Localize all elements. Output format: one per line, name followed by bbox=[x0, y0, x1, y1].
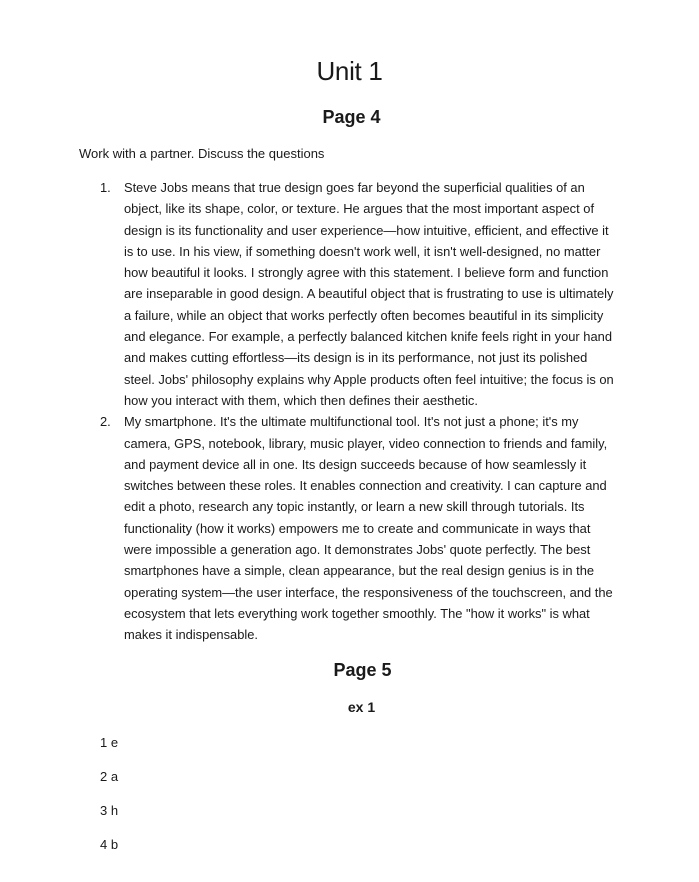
page-4-heading: Page 4 bbox=[322, 107, 381, 127]
question-answer-text: My smartphone. It's the ultimate multifunctional tool. It's not just a phone; it's my camera, GPS, notebook, library, music player, video connection to friends and family, and payment device all in one. Its design succeeds because of how seamlessly it switches between these roles. It enables connection and creativity. I can capture and edit a photo, research any topic instantly, or learn a new skill through tutorials. Its functionality (how it works) empowers me to create and communicate in ways that were impossible a generation ago. It demonstrates Jobs' quote perfectly. The best smartphones have a simple, clean appearance, but the real design genius is in the operating system—the user interface, the responsiveness of the touchscreen, and the ecosystem that lets everything work together smoothly. The "how it works" is what makes it indispensable. bbox=[124, 414, 613, 643]
question-number: 2. bbox=[100, 414, 111, 430]
intro-instruction: Work with a partner. Discuss the questions bbox=[79, 146, 325, 161]
question-number: 1. bbox=[100, 180, 111, 195]
answer-item: 3 h bbox=[100, 803, 119, 818]
question-answer-text: Steve Jobs means that true design goes far beyond the superficial qualities of an object, like its shape, color, or texture. He argues that the most important aspect of design is its functionality and user experience—how intuitive, efficient, and effective it is to use. In his view, if something doesn't work well, it isn't well-designed, no matter how beautiful it looks. I strongly agree with this statement. I believe form and function are inseparable in good design. A beautiful object that is frustrating to use is ultimately a failure, while an object that works perfectly often becomes beautiful in its simplicity and elegance. For example, a perfectly balanced kitchen knife feels right in your hand and makes cutting effortless—its design is in its performance, not just its polished steel. Jobs' philosophy explains why Apple products often feel intuitive; the focus is on how you interact with them, which then defines their aesthetic. bbox=[124, 180, 614, 408]
question-item-1 bbox=[100, 177, 620, 411]
answer-list bbox=[100, 733, 118, 869]
answer-item: 2 a bbox=[100, 769, 119, 784]
question-list bbox=[100, 177, 620, 646]
page-5-heading: Page 5 bbox=[333, 660, 392, 680]
answer-item: 4 b bbox=[100, 837, 119, 852]
exercise-heading: ex 1 bbox=[347, 699, 376, 715]
unit-title: Unit 1 bbox=[316, 56, 383, 86]
question-item-2 bbox=[100, 411, 620, 645]
answer-item: 1 e bbox=[100, 735, 119, 750]
